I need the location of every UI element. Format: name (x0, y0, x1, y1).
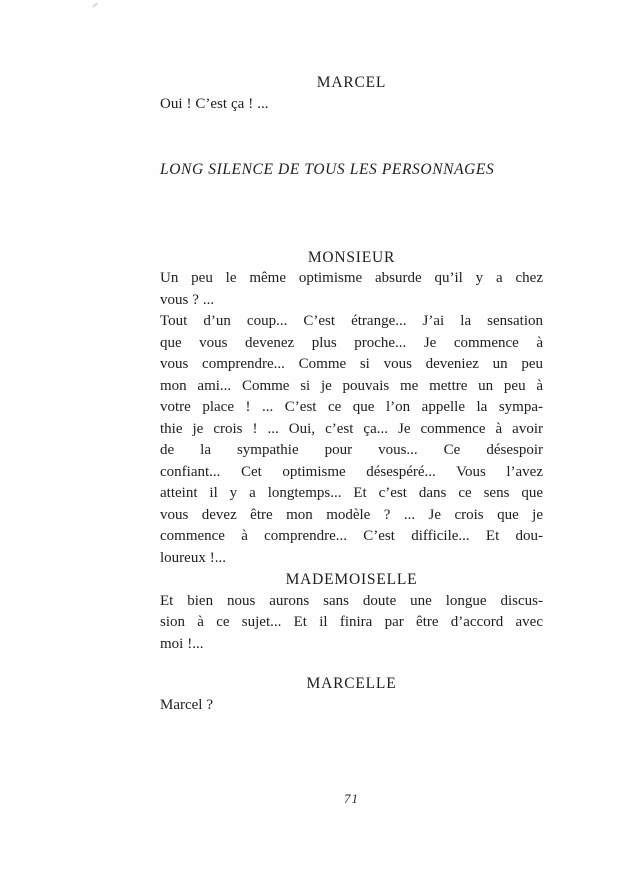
dialogue-line: confiant... Cet optimisme désespéré... Vous l’avez (160, 463, 543, 480)
text-flow (160, 72, 543, 716)
page-number: 71 (344, 791, 359, 806)
dialogue-line: de la sympathie pour vous... Ce désespoir (160, 442, 543, 458)
speech (160, 72, 543, 115)
dialogue-line: Marcel ? (160, 696, 214, 713)
speaker-heading: MARCEL (316, 74, 387, 91)
speech (160, 569, 543, 655)
dialogue-line: Oui ! C’est ça ! ... (160, 95, 269, 112)
dialogue-line: vous devez être mon modèle ? ... Je crois que je (160, 506, 543, 523)
stage-direction: LONG SILENCE DE TOUS LES PERSONNAGES (160, 161, 495, 178)
scan-artifact (92, 2, 98, 7)
dialogue-line: votre place ! ... C’est ce que l’on appelle la sympa- (160, 399, 543, 415)
speaker-heading: MADEMOISELLE (285, 571, 418, 588)
dialogue-line: commence à comprendre... C’est difficile... Et dou- (160, 528, 543, 544)
dialogue-line: sion à ce sujet... Et il finira par être d’accord avec (160, 614, 543, 630)
dialogue-line: loureux !... (160, 549, 227, 566)
speaker-heading: MARCELLE (306, 675, 397, 692)
dialogue-line: atteint il y a longtemps... Et c’est dans ce sens que (160, 485, 543, 501)
dialogue-line: Et bien nous aurons sans doute une longue discus- (160, 592, 543, 609)
dialogue-line: vous comprendre... Comme si vous deveniez un peu (160, 356, 543, 372)
dialogue-line: Un peu le même optimisme absurde qu’il y a chez (160, 270, 543, 286)
speech (160, 247, 543, 570)
dialogue-line: Tout d’un coup... C’est étrange... J’ai la sensation (160, 313, 543, 329)
dialogue-line: mon ami... Comme si je pouvais me mettre un peu à (160, 377, 543, 394)
speech (160, 673, 543, 716)
dialogue-line: vous ? ... (160, 291, 215, 308)
dialogue-line: que vous devenez plus proche... Je commence à (160, 334, 543, 351)
dialogue-line: moi !... (160, 635, 204, 652)
dialogue-line: thie je crois ! ... Oui, c’est ça... Je commence à avoir (160, 420, 543, 437)
speaker-heading: MONSIEUR (307, 248, 396, 266)
